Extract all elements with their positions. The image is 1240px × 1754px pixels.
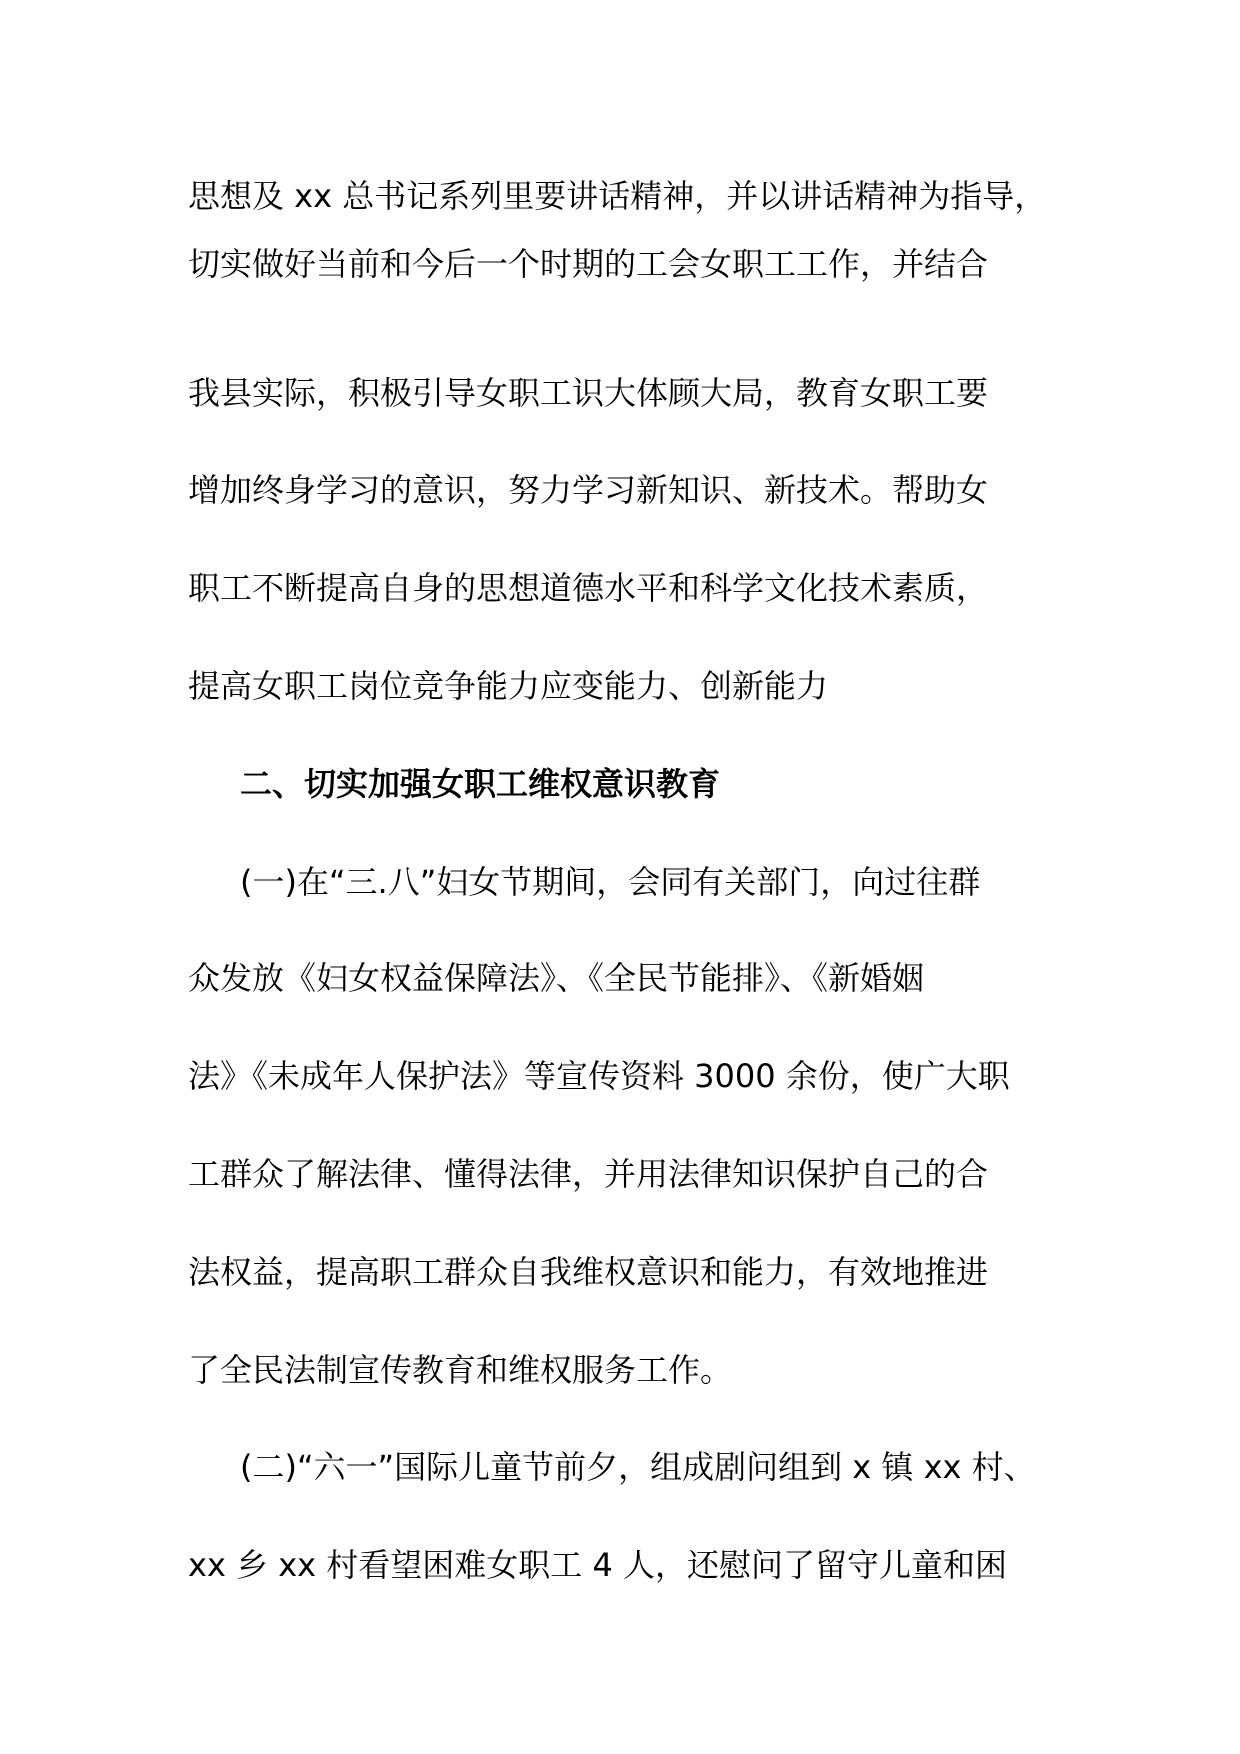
text-line: (二)“六一”国际儿童节前夕，组成剧问组到 x 镇 xx 村、 (240, 1448, 1036, 1486)
text-line: 工群众了解法律、懂得法律，并用法律知识保护自己的合 (188, 1155, 989, 1193)
text-line: (一)在“三.八”妇女节期间，会同有关部门，向过往群 (240, 863, 981, 901)
text-line: 切实做好当前和今后一个时期的工会女职工工作，并结合 (188, 245, 989, 283)
text-line: 我县实际，积极引导女职工识大体顾大局，教育女职工要 (188, 374, 989, 412)
text-line: 法权益，提高职工群众自我维权意识和能力，有效地推进 (188, 1253, 989, 1291)
text-line: 增加终身学习的意识，努力学习新知识、新技术。帮助女 (188, 471, 989, 509)
text-line: 职工不断提高自身的思想道德水平和科学文化技术素质， (188, 569, 989, 607)
section-heading: 二、切实加强女职工维权意识教育 (240, 765, 721, 803)
text-line: 提高女职工岗位竞争能力应变能力、创新能力 (188, 667, 829, 705)
text-line: 众发放《妇女权益保障法》、《全民节能排》、《新婚姻 (188, 959, 925, 997)
text-line: 思想及 xx 总书记系列里要讲话精神，并以讲话精神为指导， (188, 177, 1047, 215)
text-line: xx 乡 xx 村看望困难女职工 4 人，还慰问了留守儿童和困 (188, 1546, 1007, 1584)
text-line: 了全民法制宣传教育和维权服务工作。 (188, 1351, 733, 1389)
text-line: 法》《未成年人保护法》等宣传资料 3000 余份，使广大职 (188, 1057, 1010, 1095)
